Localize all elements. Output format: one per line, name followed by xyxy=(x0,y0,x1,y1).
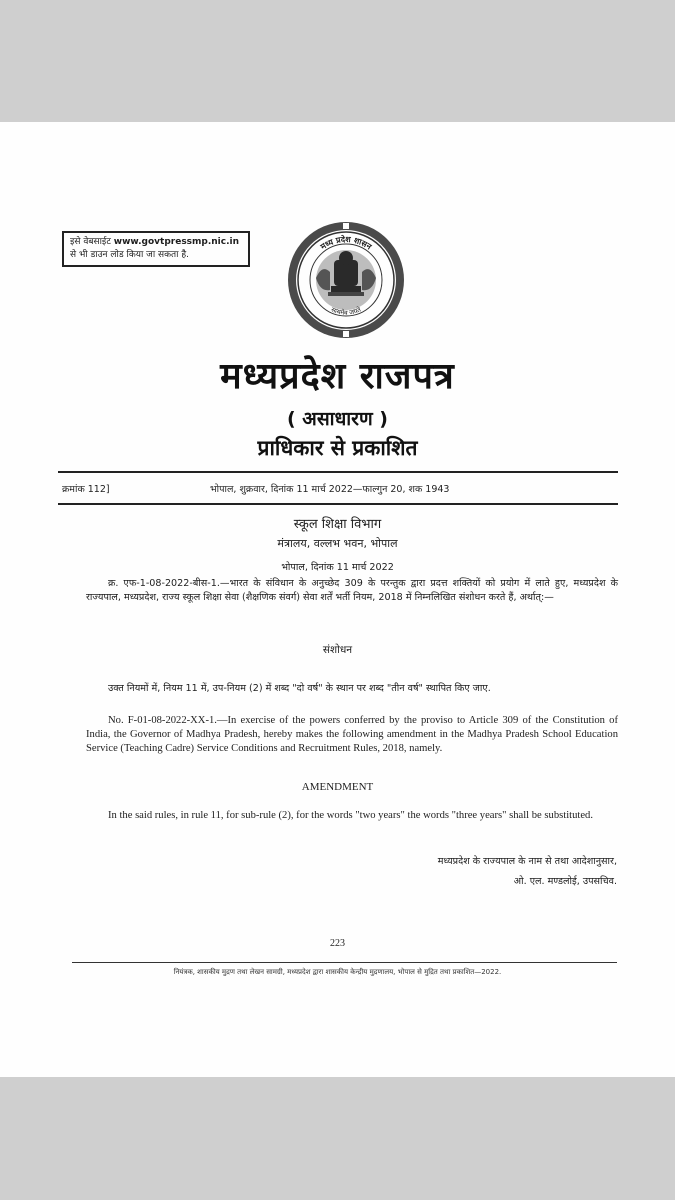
masthead-rule-top xyxy=(58,471,618,473)
signature-line1: मध्यप्रदेश के राज्यपाल के नाम से तथा आदेशानुसार, xyxy=(437,856,617,867)
department-address: मंत्रालय, वल्लभ भवन, भोपाल xyxy=(277,537,398,550)
footer-rule xyxy=(72,962,617,963)
notice-line2: से भी डाउन लोड किया जा सकता है. xyxy=(70,250,189,260)
notice-line1-prefix: इसे वेबसाईट xyxy=(70,237,114,247)
issue-date: भोपाल, शुक्रवार, दिनांक 11 मार्च 2022—फाल्गुन 20, शक 1943 xyxy=(210,484,450,495)
gazette-authority: प्राधिकार से प्रकाशित xyxy=(257,436,418,460)
top-gray-margin xyxy=(0,0,675,122)
svg-text:मध्य प्रदेश शासन xyxy=(318,234,373,252)
english-amendment-heading: AMENDMENT xyxy=(301,781,374,793)
gazette-title: मध्यप्रदेश राजपत्र xyxy=(220,356,455,397)
printer-footer: नियंत्रक, शासकीय मुद्रण तथा लेखन सामग्री, मध्यप्रदेश द्वारा शासकीय केन्द्रीय मुद्रणालय, भोपाल से मुद्रित तथा प्रकाशित—2022. xyxy=(173,968,502,976)
website-notice-box xyxy=(62,231,250,267)
english-order-paragraph: No. F-01-08-2022-XX-1.—In exercise of the powers conferred by the proviso to Article 309 of the Constitution of India, the Governor of Madhya Pradesh, hereby makes the following amendment in the Madhya Pradesh School Education Service (Teaching Cadre) Service Conditions and Recruitment Rules, 2018, namely. xyxy=(86,715,618,754)
page-number: 223 xyxy=(330,938,345,949)
svg-text:सत्यमेव जयते xyxy=(330,305,363,316)
issue-number: क्रमांक 112] xyxy=(62,484,110,495)
gazette-subtitle: ( असाधारण ) xyxy=(287,408,388,430)
bottom-gray-margin xyxy=(0,1077,675,1200)
emblem-top-text: मध्य प्रदेश शासन xyxy=(318,234,374,252)
masthead-rule-bottom xyxy=(58,503,618,505)
signature-line2: ओ. एल. मण्डलोई, उपसचिव. xyxy=(513,876,617,887)
emblem-text xyxy=(286,220,406,340)
hindi-order-paragraph: क्र. एफ-1-08-2022-बीस-1.—भारत के संविधान के अनुच्छेद 309 के परन्तुक द्वारा प्रदत्त शक्तियों को प्रयोग में लाते हुए, मध्यप्रदेश के राज्यपाल, मध्यप्रदेश, राज्य स्कूल शिक्षा सेवा (शैक्षणिक संवर्ग) सेवा शर्तें भर्ती नियम, 2018 में निम्नलिखित संशोधन करते हैं, अर्थात्:— xyxy=(86,578,618,603)
notice-website: www.govtpressmp.nic.in xyxy=(113,237,240,247)
emblem-motto: सत्यमेव जयते xyxy=(329,305,363,317)
order-date: भोपाल, दिनांक 11 मार्च 2022 xyxy=(281,562,394,573)
english-amendment-text: In the said rules, in rule 11, for sub-rule (2), for the words "two years" the words "three years" shall be substituted. xyxy=(108,810,593,821)
hindi-amendment-text: उक्त नियमों में, नियम 11 में, उप-नियम (2) में शब्द "दो वर्ष" के स्थान पर शब्द "तीन वर्ष" स्थापित किए जाए. xyxy=(108,683,491,694)
hindi-amendment-heading: संशोधन xyxy=(322,644,353,656)
gazette-page xyxy=(0,122,675,1077)
department-name: स्कूल शिक्षा विभाग xyxy=(293,517,382,532)
